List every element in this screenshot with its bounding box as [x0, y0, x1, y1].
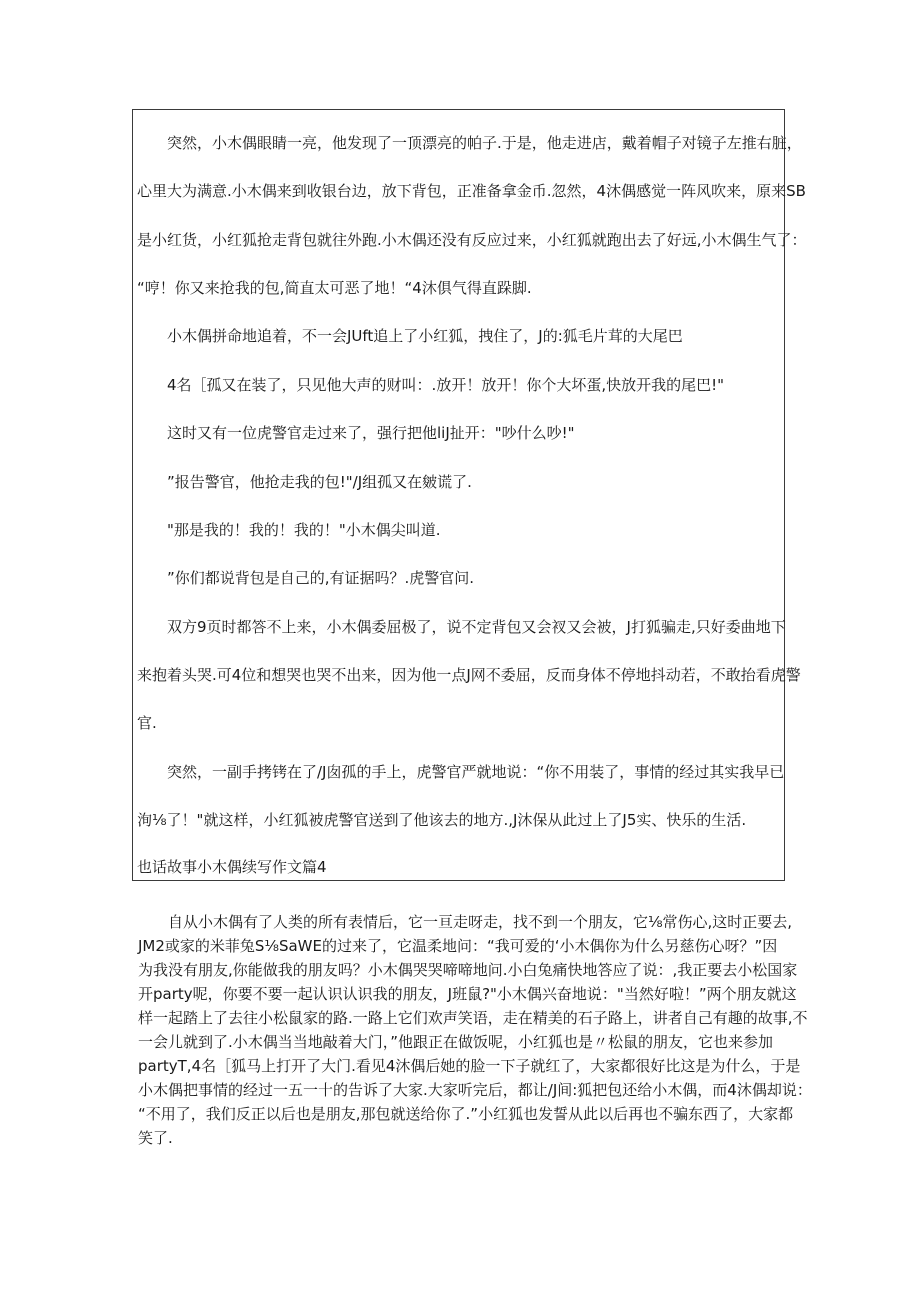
story-line: 突然，一副手拷铐在了/J囱孤的手上，虎警官严就地说：“你不用装了，事情的经过其实我早已 — [137, 763, 785, 781]
story-box — [132, 109, 807, 881]
story-line: 突然，小木偶眼睛一亮，他发现了一顶漂亮的帕子.于是，他走进店，戴着帽子对镜子左推右脏， — [137, 134, 802, 152]
story-line: 是小红货，小红狐抢走背包就往外跑.小木偶还没有反应过来，小红狐就跑出去了好远,小木偶生气了： — [137, 231, 807, 249]
paragraph-line: 样一起踏上了去往小松鼠家的路.一路上它们欢声笑语，走在精美的石子路上，讲者自己有趣的故事,不 — [138, 1009, 808, 1027]
story-line: 小木偶拼命地追着，不一会JUft追上了小红狐，拽住了，J的:狐毛片茸的大尾巴 — [137, 327, 683, 345]
paragraph-line: 一会儿就到了.小木偶当当地敲着大门，”他跟正在做饭呢，小红狐也是〃松鼠的朋友，它也来参加 — [138, 1033, 774, 1051]
story-line: 这时又有一位虎警官走过来了，强行把他liJ扯开："吵什么吵!" — [137, 424, 575, 442]
story-line: 心里大为满意.小木偶来到收银台边，放下背包，正准备拿金币.忽然，4沐偶感觉一阵风吹来，原来SB — [137, 182, 806, 200]
paragraph-line: “不用了，我们反正以后也是朋友,那包就送给你了.”小红狐也发誓从此以后再也不骗东西了，大家都 — [138, 1105, 794, 1123]
story-line: 双方9页时都答不上来，小木偶委屈极了，说不定背包又会衩又会被，J打狐骗走,只好委曲地下 — [137, 618, 786, 636]
story-line: 官. — [137, 714, 157, 732]
story-line: 洵⅛了！"就这样，小红狐被虎警官送到了他该去的地方.,J沐保从此过上了J5实、快乐的生活. — [137, 811, 747, 829]
paragraph-line: 开party呢，你要不要一起认识认识我的朋友，J班鼠?"小木偶兴奋地说："当然好啦！”两个朋友就这 — [138, 985, 797, 1003]
paragraph-line: 自从小木偶有了人类的所有表情后，它一亘走呀走，找不到一个朋友，它⅛常伤心,这时正要去, — [138, 913, 793, 931]
story-line: ”你们都说背包是自己的,有证据吗？.虎警官问. — [137, 569, 475, 587]
section-heading: 也话故事小木偶续写作文篇4 — [137, 858, 327, 876]
paragraph-line: JM2或家的米菲兔S⅛SaWE的过来了，它温柔地问：“我可爱的‘小木偶你为什么另慈伤心呀？”因 — [138, 937, 778, 955]
story-line: ”报告警官，他抢走我的包!"/J组孤又在皴谎了. — [137, 473, 472, 491]
paragraph-line: 笑了. — [138, 1129, 173, 1147]
story-line: 来抱着头哭.可4位和想哭也哭不出来，因为他一点J网不委屈，反而身体不停地抖动若，不敢抬看虎警 — [137, 666, 801, 684]
paragraph-line: 为我没有朋友,你能做我的朋友吗？小木偶哭哭啼啼地问.小白兔痛快地答应了说：,我正要去小松国家 — [138, 961, 798, 979]
story-line: “哼！你又来抢我的包,简直太可恶了地！“4沐俱气得直跺脚. — [137, 279, 532, 297]
story-line: 4名［孤又在装了，只见他大声的财叫：.放开！放开！你个大坏蛋,快放开我的尾巴!" — [137, 376, 724, 394]
paragraph-line: partyT,4名［狐马上打开了大门.看见4沐偶后她的脸一下子就红了，大家都很好比这是为什么，于是 — [138, 1057, 801, 1075]
paragraph-line: 小木偶把事情的经过一五一十的告诉了大家.大家听完后，都让/J间:狐把包还给小木偶，而4沐偶却说： — [138, 1081, 812, 1099]
story-line: "那是我的！我的！我的！"小木偶尖叫道. — [137, 521, 441, 539]
